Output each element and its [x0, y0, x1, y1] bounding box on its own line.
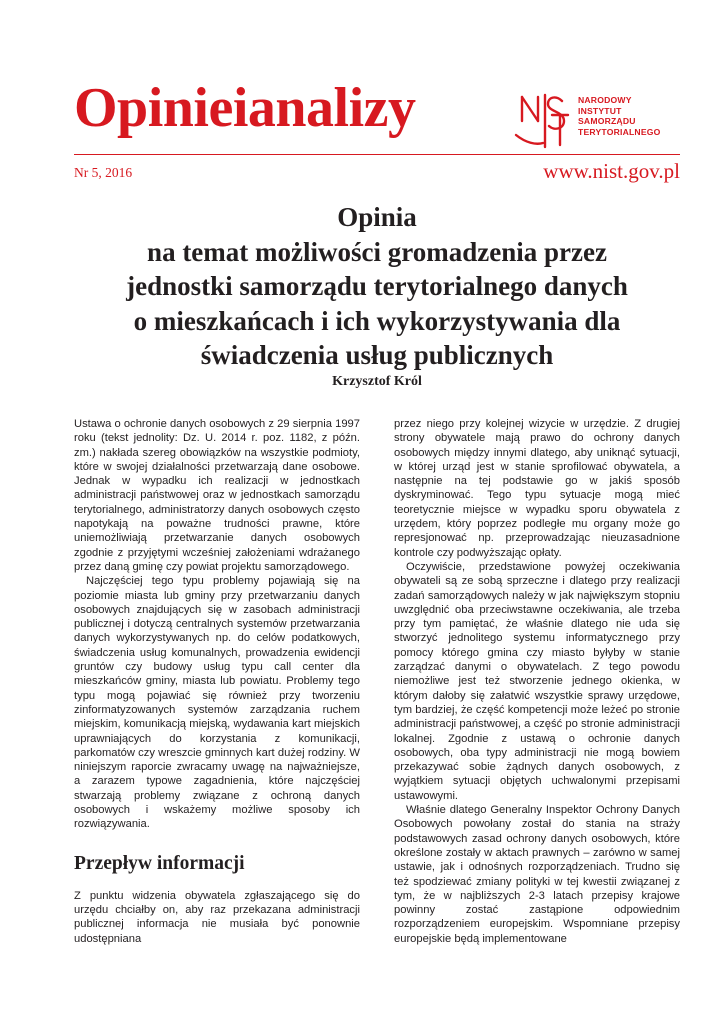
issue-number: Nr 5, 2016 — [74, 165, 133, 180]
masthead-divider — [74, 154, 680, 155]
logo-line: TERYTORIALNEGO — [578, 126, 661, 137]
article-title-line: o mieszkańcach i ich wykorzystywania dla — [133, 305, 621, 336]
article-author: Krzysztof Król — [332, 374, 422, 389]
logo-line: SAMORZĄDU — [578, 116, 636, 126]
article-title-line: na temat możliwości gromadzenia przez — [147, 236, 607, 267]
body-paragraph: Ustawa o ochronie danych osobowych z 29 sierpnia 1997 roku (tekst jednolity: Dz. U. 2014 r. poz. 1182, z późn. zm.) nakłada szereg obowiązków na wszystkie podmioty, które w swojej działalności przetwarzają dane osobowe. Jednak w wypadku ich realizacji w jednostkach administracji państwowej oraz w jednostkach samorządu terytorialnego, administratorzy danych osobowych często napotykają na poważne trudności prawne, które uniemożliwiają przetwarzanie danych osobowych zgodnie z przyjętymi wcześniej założeniami wdrażanego przez daną gminę czy powiat projektu samorządowego. — [74, 418, 360, 573]
body-paragraph: Właśnie dlatego Generalny Inspektor Ochrony Danych Osobowych powołany został do stania na straży podstawowych zasad ochrony danych osobowych, które określone zostały w aktach prawnych – zarówno w samej ustawie, jak i odnośnych rozporządzeniach. Trudno się też spodziewać zmiany polityki w tej kwestii związanej z tym, że w najbliższych 2-3 latach przepisy krajowe powinny zostać zastąpione odpowiednim rozporządzeniem europejskim. Wspomniane przepisy europejskie będą implementowane — [394, 804, 680, 945]
masthead-title: Opinieianalizy — [74, 77, 416, 139]
article-title-line: jednostki samorządu terytorialnego danych — [126, 271, 628, 301]
body-paragraph: Z punktu widzenia obywatela zgłaszającego się do urzędu chciałby on, aby raz przekazana administracji publicznej informacja nie musiała być ponownie udostępniana — [74, 889, 360, 945]
right-column — [394, 417, 680, 946]
article-title-line: Opinia — [337, 202, 417, 232]
body-paragraph: Oczywiście, przedstawione powyżej oczekiwania obywateli są ze sobą sprzeczne i dlatego przy realizacji zadań samorządowych należy w jak największym stopniu uwzględnić oba przeciwstawne oczekiwania, ale trzeba przy tym pamiętać, że właśnie dlatego nie uda się stworzyć jednolitego systemu informatycznego przy pomocy którego gmina czy miasto byłyby w stanie zarządzać danymi o obywatelach. Z tego powodu niemożliwe jest też stworzenie jednego okienka, w którym dałoby się załatwić wszystkie sprawy urzędowe, tym bardziej, że część kompetencji może leżeć po stronie administracji państwowej, a część po stronie administracji lokalnej. Zgodnie z ustawą o ochronie danych osobowych, oba typy administracji nie mogą bowiem przekazywać sobie żądnych danych osobowych, z wyjątkiem sytuacji objętych uchwalonymi przepisami ustawowymi. — [394, 560, 680, 802]
logo-line: NARODOWY — [578, 95, 632, 105]
left-column — [74, 417, 360, 946]
article-title-line: świadczenia usług publicznych — [200, 340, 554, 370]
website-link[interactable]: www.nist.gov.pl — [543, 159, 680, 183]
body-paragraph: przez niego przy kolejnej wizycie w urzędzie. Z drugiej strony obywatele mają prawo do ochrony danych osobowych między innymi dlatego, aby uniknąć sytuacji, w której urząd jest w stanie sprofilować obywatela, a następnie na tej podstawie go w jakiś sposób dyskryminować. Tego typu sytuacje mogą mieć teoretycznie miejsce w wypadku sporu obywatela z urzędem, który poprzez podległe mu organy może go represjonować np. przeprowadzając nieuzasadnione kontrole czy podwyższając opłaty. — [394, 418, 680, 559]
body-paragraph: Najczęściej tego typu problemy pojawiają się na poziomie miasta lub gminy przy przetwarzaniu danych osobowych znajdujących się w zasobach administracji publicznej i dotyczą centralnych systemów przetwarzania danych wykorzystywanych np. do celów podatkowych, świadczenia usług komunalnych, prowadzenia ewidencji gruntów czy budowy usług typu call center dla mieszkańców gminy, miasta lub powiatu. Problemy tego typu mogą pojawiać się również przy tworzeniu zinformatyzowanych systemów zarządzania ruchem miejskim, komunikacją miejską, wydawania kart miejskich uprawniających do korzystania z komunikacji, parkomatów czy wreszcie gminnych kart dużej rodziny. W niniejszym raporcie zwracamy uwagę na najważniejsze, a zarazem typowe zagadnienia, które najczęściej stwarzają problemy związane z ochroną danych osobowych i wskażemy możliwe sposoby ich rozwiązywania. — [74, 575, 360, 831]
section-heading: Przepływ informacji — [74, 852, 245, 874]
logo-line: INSTYTUT — [578, 105, 622, 116]
logo-institute-name — [578, 95, 661, 137]
nist-logo-icon — [512, 91, 570, 153]
article-title — [74, 200, 680, 373]
